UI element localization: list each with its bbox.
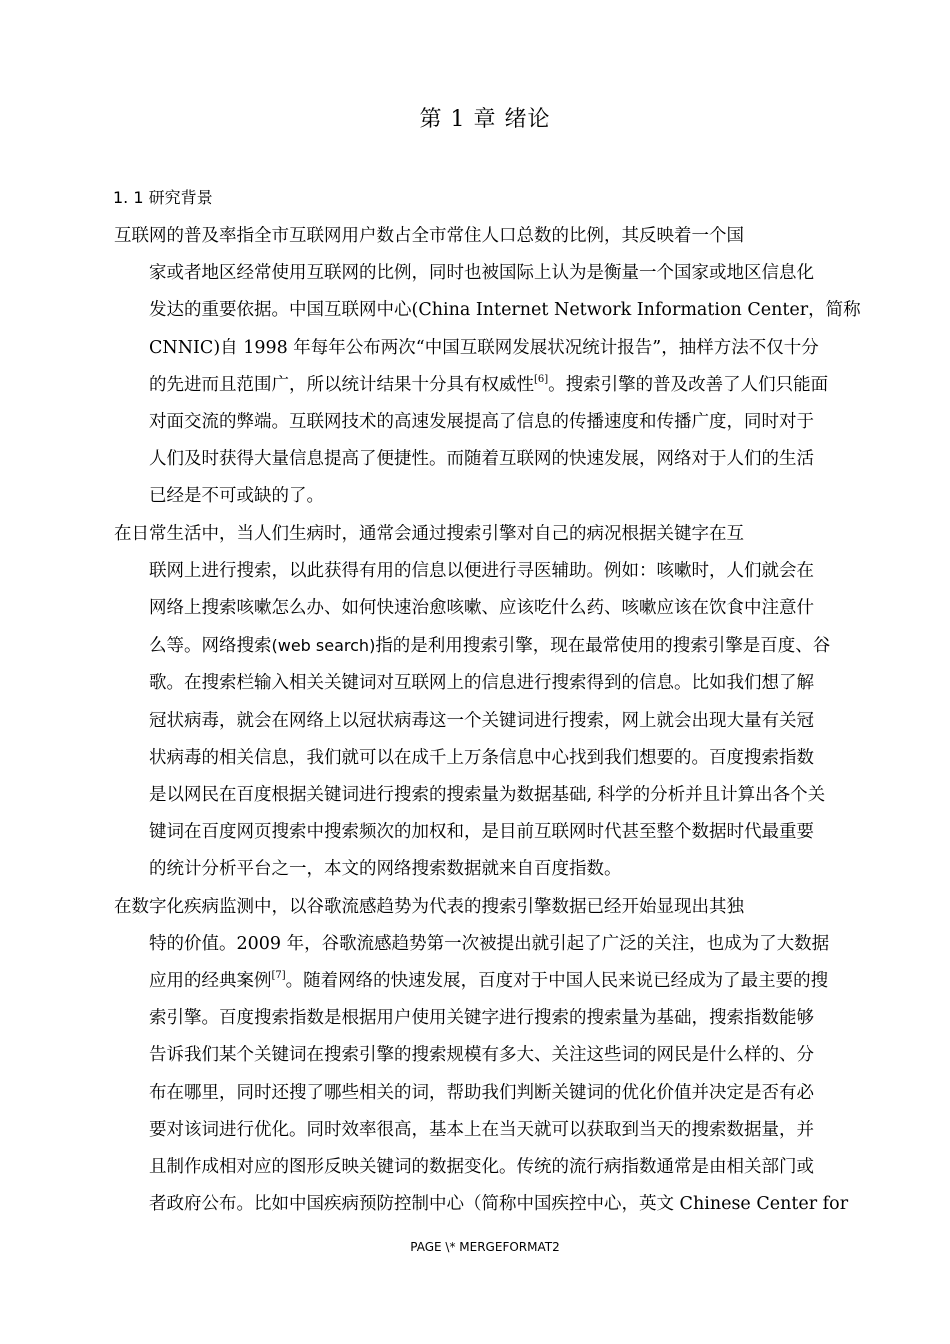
paragraph-line: 歌。在搜索栏输入相关关键词对互联网上的信息进行搜索得到的信息。比如我们想了解 bbox=[149, 673, 814, 694]
line-text: 么等。网络搜索 bbox=[149, 636, 272, 657]
paragraph-line: 互联网的普及率指全市互联网用户数占全市常住人口总数的比例，其反映着一个国 bbox=[114, 226, 744, 246]
paragraph-line: 人们及时获得大量信息提高了便捷性。而随着互联网的快速发展，网络对于人们的生活 bbox=[149, 449, 814, 470]
paragraph-line: 已经是不可或缺的了。 bbox=[149, 486, 324, 507]
page-footer: PAGE \* MERGEFORMAT2 bbox=[410, 1240, 560, 1254]
paragraph-line bbox=[114, 627, 856, 665]
line-text: 指的是利用搜索引擎，现在最常使用的搜索引擎是百度、谷 bbox=[375, 636, 831, 657]
paragraph-line: 状病毒的相关信息，我们就可以在成千上万条信息中心找到我们想要的。百度搜索指数 bbox=[149, 747, 814, 768]
paragraph-line: 在数字化疾病监测中，以谷歌流感趋势为代表的搜索引擎数据已经开始显现出其独 bbox=[114, 896, 744, 917]
paragraph-line: 特的价值。2009 年，谷歌流感趋势第一次被提出就引起了广泛的关注，也成为了大数据 bbox=[149, 933, 830, 954]
section-heading: 1. 1 研究背景 bbox=[113, 188, 213, 207]
paragraph-3 bbox=[114, 889, 856, 1224]
paragraph-line: 家或者地区经常使用互联网的比例，同时也被国际上认为是衡量一个国家或地区信息化 bbox=[149, 263, 814, 284]
paragraph-line bbox=[114, 367, 856, 404]
line-text: 应用的经典案例 bbox=[149, 971, 272, 992]
paragraph-line: 者政府公布。比如中国疾病预防控制中心（简称中国疾控中心，英文 Chinese Center for bbox=[149, 1194, 849, 1215]
paragraph-line: 键词在百度网页搜索中搜索频次的加权和，是目前互联网时代甚至整个数据时代最重要 bbox=[149, 822, 814, 843]
paragraph-2 bbox=[114, 516, 856, 889]
paragraph-line: 发达的重要依据。中国互联网中心(China Internet Network Information Center，简称 bbox=[149, 300, 861, 321]
paragraph-line: 的统计分析平台之一，本文的网络搜索数据就来自百度指数。 bbox=[149, 859, 622, 880]
line-text: 。搜索引擎的普及改善了人们只能面 bbox=[548, 374, 829, 395]
paragraph-1 bbox=[114, 218, 861, 516]
paragraph-line: 对面交流的弊端。互联网技术的高速发展提高了信息的传播速度和传播广度，同时对于 bbox=[149, 412, 814, 433]
paragraph-line: 要对该词进行优化。同时效率很高，基本上在当天就可以获取到当天的搜索数据量，并 bbox=[149, 1119, 814, 1140]
paragraph-line: 布在哪里，同时还搜了哪些相关的词，帮助我们判断关键词的优化价值并决定是否有必 bbox=[149, 1082, 814, 1103]
citation-ref: [6] bbox=[534, 373, 549, 385]
line-text: 的先进而且范围广，所以统计结果十分具有权威性 bbox=[149, 374, 534, 395]
term-web-search: (web search) bbox=[271, 636, 376, 656]
paragraph-line: 是以网民在百度根据关键词进行搜索的搜索量为数据基础, 科学的分析并且计算出各个关 bbox=[149, 785, 826, 806]
paragraph-line: 网络上搜索咳嗽怎么办、如何快速治愈咳嗽、应该吃什么药、咳嗽应该在饮食中注意什 bbox=[149, 598, 814, 619]
body-text bbox=[114, 218, 861, 1223]
paragraph-line: CNNIC)自 1998 年每年公布两次“中国互联网发展状况统计报告”，抽样方法不仅十分 bbox=[149, 337, 819, 358]
paragraph-line: 联网上进行搜索，以此获得有用的信息以便进行寻医辅助。例如：咳嗽时，人们就会在 bbox=[149, 560, 814, 581]
paragraph-line: 冠状病毒，就会在网络上以冠状病毒这一个关键词进行搜索，网上就会出现大量有关冠 bbox=[149, 710, 814, 731]
citation-ref: [7] bbox=[271, 970, 286, 982]
paragraph-line: 索引擎。百度搜索指数是根据用户使用关键字进行搜索的搜索量为基础，搜索指数能够 bbox=[149, 1008, 814, 1029]
chapter-title: 第 1 章 绪论 bbox=[419, 107, 551, 132]
paragraph-line: 在日常生活中，当人们生病时，通常会通过搜索引擎对自己的病况根据关键字在互 bbox=[114, 523, 744, 544]
line-text: 。随着网络的快速发展，百度对于中国人民来说已经成为了最主要的搜 bbox=[285, 971, 829, 992]
paragraph-line: 告诉我们某个关键词在搜索引擎的搜索规模有多大、关注这些词的网民是什么样的、分 bbox=[149, 1045, 814, 1066]
paragraph-line bbox=[114, 963, 856, 1000]
paragraph-line: 且制作成相对应的图形反映关键词的数据变化。传统的流行病指数通常是由相关部门或 bbox=[149, 1157, 814, 1178]
